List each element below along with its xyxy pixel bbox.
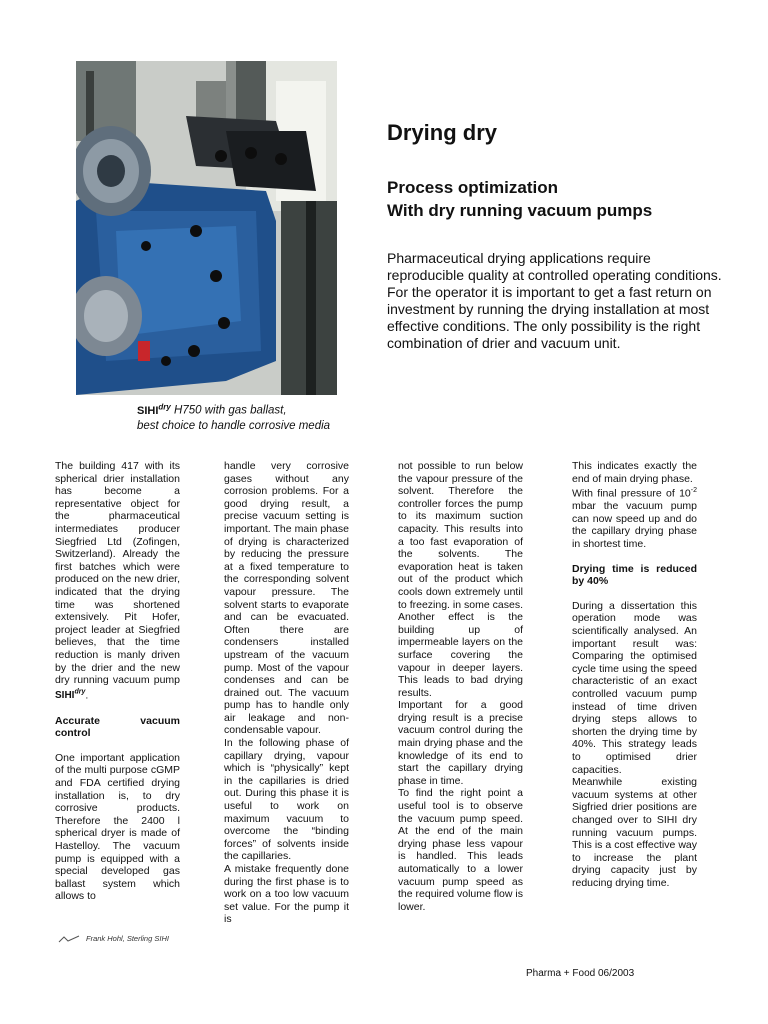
article-subtitle [387, 176, 652, 222]
subtitle-line-2: With dry running vacuum pumps [387, 201, 653, 220]
col1-heading: Accurate vacuum control [55, 714, 180, 740]
brand-sihi-dry: $SIHI^{dry}$ [55, 688, 86, 702]
col1-paragraph-2: One important application of the multi purpose cGMP and FDA certified drying installation is, to dry corrosive products. Therefore the 2400 l spherical dryer is made of Hastelloy. The vacuum pump is equipped with a special developed gas ballast system which allows to [55, 751, 180, 903]
text-column-4 [572, 460, 697, 890]
article-title: Drying dry [387, 120, 498, 145]
caption-line-2: best choice to handle corrosive media [137, 419, 331, 432]
author-credit [58, 934, 180, 946]
col1-paragraph-1: The building 417 with its spherical drier installation has become a representative object for the pharmaceutical intermediates producer Siegfried Ltd (Zofingen, Switzerland). Already the first batches which were produced on the new drier, indicated that the drying time was shortened extensively. Pit Hofer, project leader at Siegfried believes, that the time reduction is manly driven by the drier and the new dry running vacuum pump $SIHI^{dry}$. [55, 460, 180, 702]
col2-paragraph-1: handle very corrosive gases without any corrosion problems. For a good drying result, a precise vacuum setting is important. The main phase of drying is characterized by reducing the pressure at a fixed temperature to the corresponding solvent vapour pressure. The solvent starts to evaporate and can be evacuated. Often there are condensers installed upstream of the vacuum pump. Most of the vapour condenses and can be drained out. The vacuum pump has to handle only air leakage and non-condensable vapour. [224, 460, 349, 737]
col2-paragraph-3: A mistake frequently done during the first phase is to work on a too low vacuum set value. For the pump it is [224, 863, 349, 926]
text-column-1 [55, 460, 180, 903]
machinery-image [76, 61, 337, 395]
article-intro: Pharmaceutical drying applications require reproducible quality at controlled operating conditions. For the operator it is important to get a fast return on investment by running the drying installation at most effective conditions. The only possibility is the right combination of drier and vacuum unit. [387, 250, 722, 351]
col3-paragraph-3: To find the right point a useful tool is to observe the vacuum pump speed. At the end of the main drying phase less vapour is handled. This leads automatically to a lower vacuum pump speed as the required volume flow is lower. [398, 787, 523, 913]
col2-paragraph-2: In the following phase of capillary drying, vapour which is “physically” kept in the capillaries is dried out. During this phase it is useful to work on maximum vacuum to overcome the “binding forces” of solvents inside the capillaries. [224, 737, 349, 863]
caption-brand: $SIHI^{dry}$ [137, 402, 171, 417]
subtitle-line-1: Process optimization [387, 178, 558, 197]
page-footer: Pharma + Food 06/2003 [526, 968, 635, 979]
photo-caption [137, 399, 397, 434]
vacuum-pump-photo [76, 61, 337, 395]
col4-paragraph-3: During a dissertation this operation mode was scientifically analysed. An important result was: Comparing the optimised cycle time using the speed characteristic of an exact controlled vacuum pump instead of time driven drying steps allows to shorten the drying time by 40%. This strategy leads to optimised drier capacities. [572, 599, 697, 776]
author-credit-text: Frank Hohl, Sterling SIHI [86, 934, 169, 943]
col3-paragraph-1: not possible to run below the vapour pressure of the solvent. Therefore the controller forces the pump to its maximum suction capacity. This results into a too fast evaporation of the solvents. The evaporation heat is taken out of the product which cools down extremely until to freezing. in some cases. Another effect is the building up of impermeable layers on the surface covering the vapour in deeper layers. This leads to bad drying results. [398, 460, 523, 699]
text-column-2 [224, 460, 349, 926]
col4-paragraph-2: With final pressure of $10^{-2}$ mbar the vacuum pump can now speed up and do the capillary drying phase in shortest time. [572, 487, 697, 551]
col4-heading: Drying time is reduced by 40% [572, 562, 697, 588]
col3-paragraph-2: Important for a good drying result is a precise vacuum control during the main drying phase and the knowledge of its end to start the capillary drying phase in time. [398, 699, 523, 787]
signature-mark-icon [58, 935, 80, 944]
caption-line-1: H750 with gas ballast, [170, 404, 287, 417]
col4-paragraph-1: This indicates exactly the end of main drying phase. [572, 460, 697, 485]
text-column-3 [398, 460, 523, 913]
col4-paragraph-4: Meanwhile existing vacuum systems at other Sigfried drier positions are changed over to SIHI dry running vacuum pumps. This is a cost effective way to increase the plant drying capacity just by reducing drying time. [572, 776, 697, 889]
